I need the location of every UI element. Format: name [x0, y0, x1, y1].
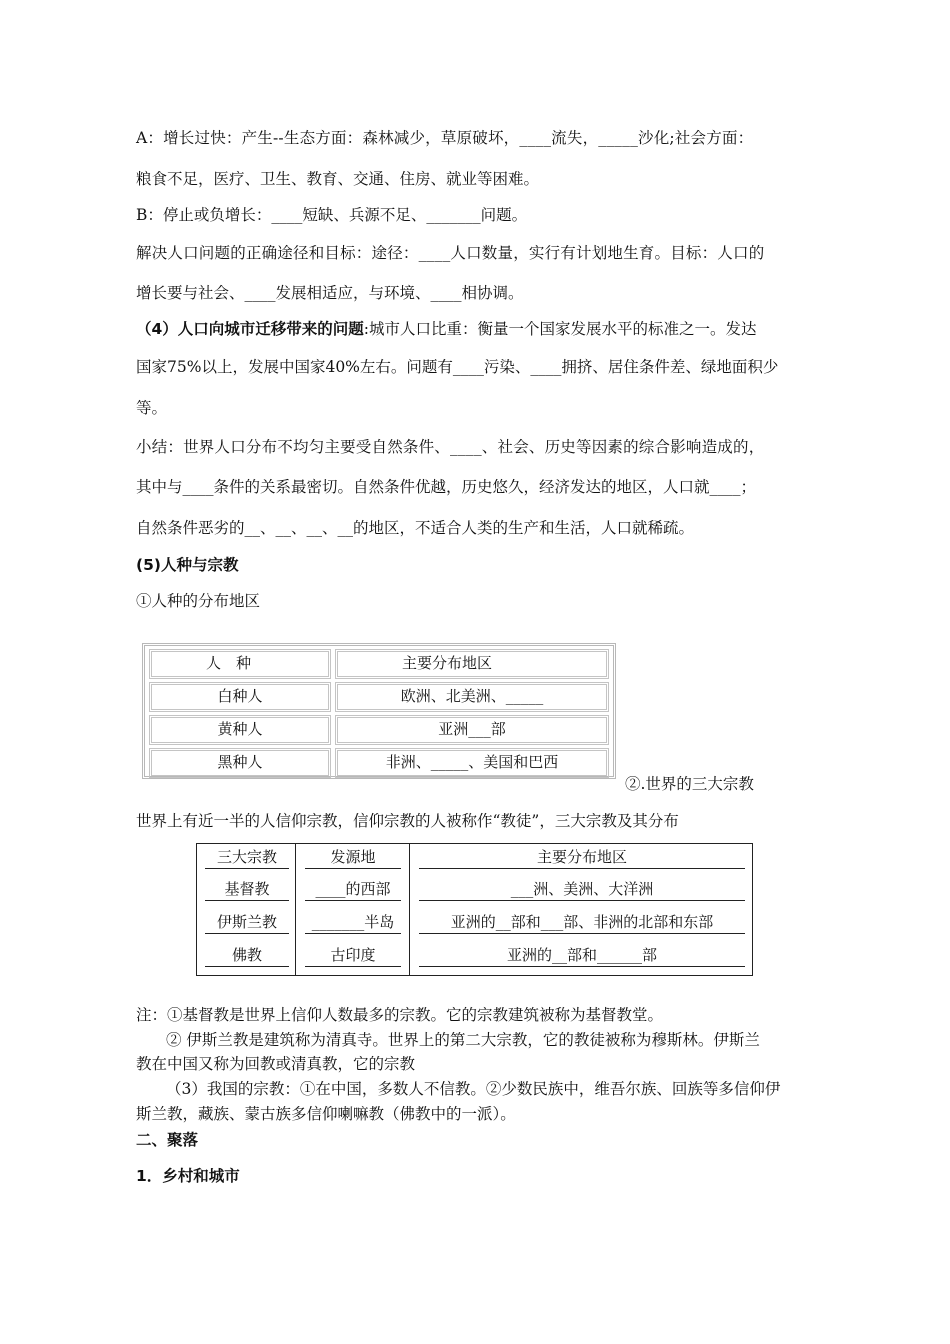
religion-distribution-table	[196, 843, 753, 976]
text-line: 增长要与社会、____发展相适应，与环境、____相协调。	[136, 284, 524, 302]
table-cell: 亚洲___部	[335, 715, 609, 745]
section-heading: 1．乡村和城市	[136, 1167, 240, 1185]
table-cell: 亚洲的__部和___部、非洲的北部和东部	[419, 912, 745, 934]
table-row	[149, 682, 609, 712]
table-header-cell: 主要分布地区	[419, 847, 745, 869]
table-cell: 伊斯兰教	[205, 912, 289, 934]
text-line: 世界上有近一半的人信仰宗教，信仰宗教的人被称作“教徒”，三大宗教及其分布	[136, 812, 679, 830]
table-cell: ___洲、美洲、大洋洲	[419, 879, 745, 901]
text-line: B：停止或负增长：____短缺、兵源不足、_______问题。	[136, 206, 528, 224]
table-header-cell: 三大宗教	[205, 847, 289, 869]
subheading: ①人种的分布地区	[136, 592, 261, 610]
section-heading: 二、聚落	[136, 1131, 199, 1149]
text-line: :城市人口比重：衡量一个国家发展水平的标准之一。发达	[363, 320, 757, 338]
table-cell: 古印度	[305, 945, 401, 967]
text-line: 小结：世界人口分布不均匀主要受自然条件、____、社会、历史等因素的综合影响造成的，	[136, 438, 765, 456]
table-cell: _______半岛	[305, 912, 401, 934]
race-distribution-table	[142, 643, 616, 779]
text-line: 粮食不足，医疗、卫生、教育、交通、住房、就业等困难。	[136, 170, 540, 188]
table-header-cell: 发源地	[305, 847, 401, 869]
table-cell: 黄种人	[149, 715, 331, 745]
text-line: ② 伊斯兰教是建筑称为清真寺。世界上的第二大宗教，它的教徒被称为穆斯林。伊斯兰	[166, 1031, 760, 1049]
text-line: 斯兰教，藏族、蒙古族多信仰喇嘛教（佛教中的一派）。	[136, 1105, 516, 1123]
text-line: 自然条件恶劣的__、__、__、__的地区，不适合人类的生产和生活，人口就稀疏。	[136, 519, 695, 537]
text-line: 其中与____条件的关系最密切。自然条件优越，历史悠久，经济发达的地区，人口就____；	[136, 478, 757, 496]
text-line: 解决人口问题的正确途径和目标：途径：____人口数量，实行有计划地生育。目标：人口的	[136, 244, 765, 262]
text-line	[136, 319, 757, 339]
table-header-cell: 主要分布地区	[335, 649, 609, 679]
table-row	[149, 715, 609, 745]
table-cell: 黑种人	[149, 748, 331, 778]
text-line: （3）我国的宗教：①在中国，多数人不信教。②少数民族中，维吾尔族、回族等多信仰伊	[166, 1080, 781, 1098]
text-line: 等。	[136, 399, 168, 417]
table-row	[149, 748, 609, 778]
table-cell: 非洲、_____、美国和巴西	[335, 748, 609, 778]
table-cell: 亚洲的__部和______部	[419, 945, 745, 967]
table-header-cell: 人 种	[149, 649, 331, 679]
text-line: A：增长过快：产生--生态方面：森林减少，草原破坏，____流失，_____沙化;社会方面：	[136, 129, 754, 147]
table-cell: 白种人	[149, 682, 331, 712]
table-cell: 佛教	[205, 945, 289, 967]
table-cell: 欧洲、北美洲、_____	[335, 682, 609, 712]
table-cell: 基督教	[205, 879, 289, 901]
section-heading: (5)人种与宗教	[136, 556, 239, 574]
subheading: ②.世界的三大宗教	[625, 775, 754, 793]
section-heading: （4）人口向城市迁移带来的问题	[136, 320, 364, 338]
text-line: 教在中国又称为回教或清真教，它的宗教	[136, 1055, 416, 1073]
table-divider	[295, 844, 296, 975]
text-line: 国家75%以上，发展中国家40%左右。问题有____污染、____拥挤、居住条件差、绿地面积少	[136, 358, 779, 376]
text-line: 注：①基督教是世界上信仰人数最多的宗教。它的宗教建筑被称为基督教堂。	[136, 1006, 664, 1024]
table-header-row	[149, 649, 609, 679]
table-divider	[409, 844, 410, 975]
table-cell: ____的西部	[305, 879, 401, 901]
